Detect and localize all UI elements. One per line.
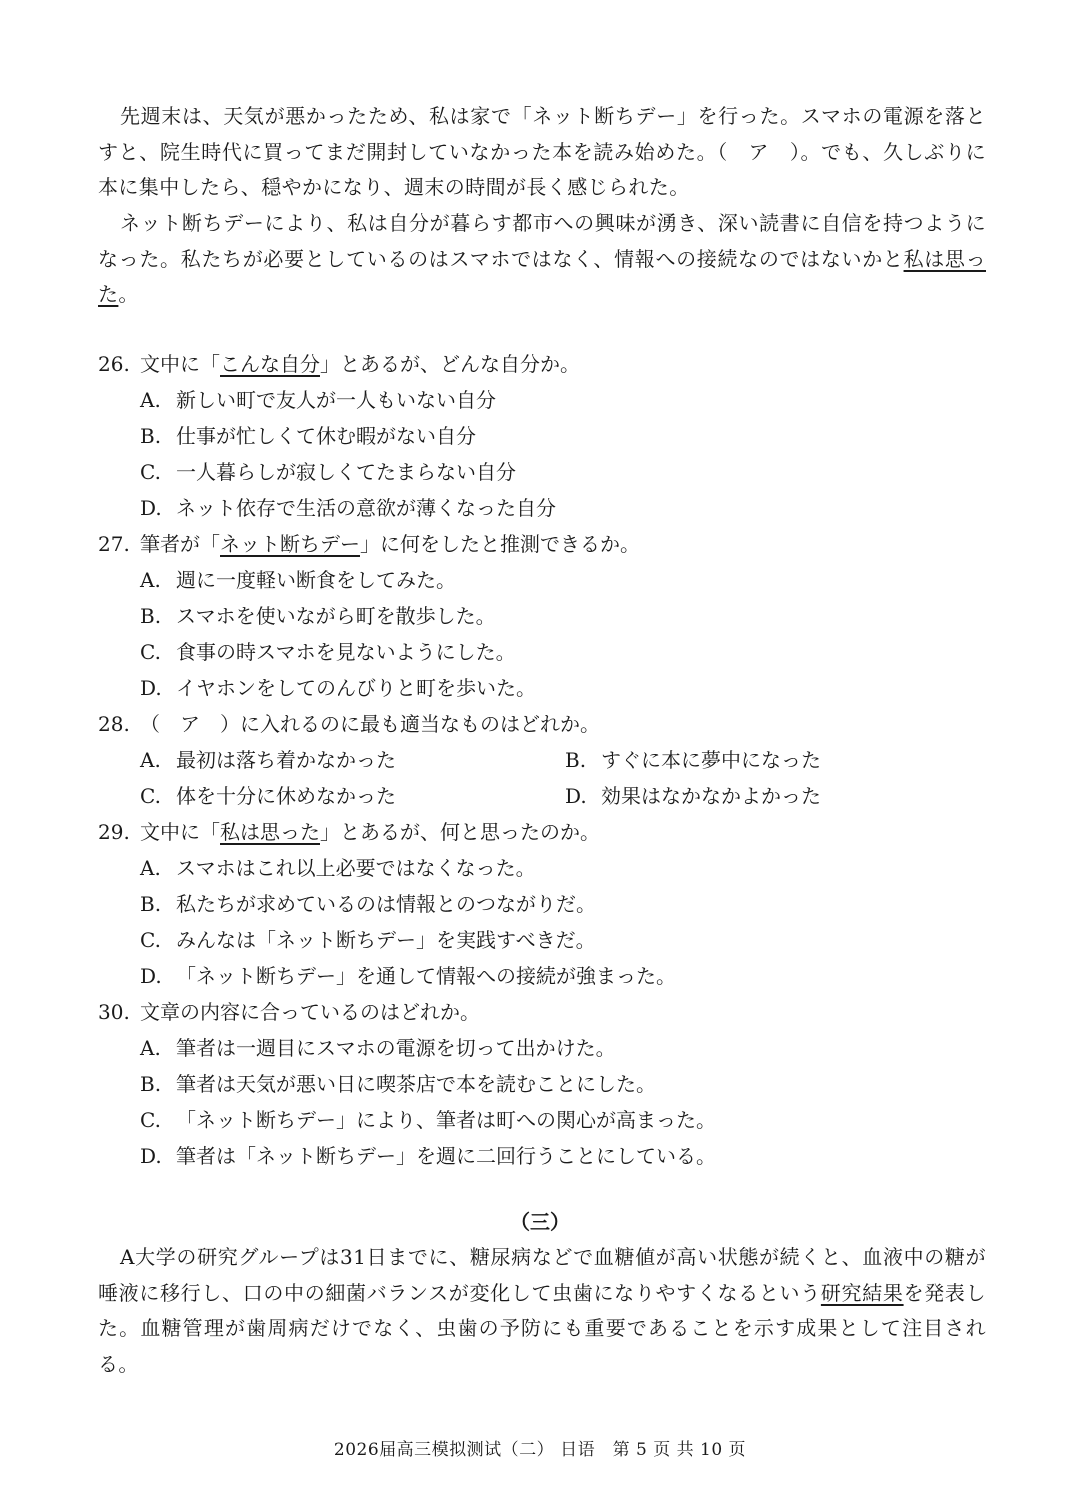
question-26-option-b[interactable] [140, 418, 476, 454]
option-text: すぐに本に夢中になった [601, 748, 821, 772]
passage-paragraph-1-text: 先週末は、天気が悪かったため、私は家で「ネット断ちデー」を行った。スマホの電源を落とすと、院生時代に買ってまだ開封していなかった本を読み始めた。（ ア ）。でも、久しぶりに本に集中したら、穏やかになり、週末の時間が長く感じられた。 [98, 104, 986, 199]
question-number: 29. [98, 820, 130, 844]
passage-paragraph-1 [98, 99, 986, 206]
option-letter: A. [140, 856, 161, 880]
option-letter: B. [140, 424, 162, 448]
option-text: 一人暮らしが寂しくてたまらない自分 [176, 460, 516, 484]
option-text: 私たちが求めているのは情報とのつながりだ。 [176, 892, 596, 916]
question-27-option-a[interactable] [140, 562, 456, 598]
option-text: 効果はなかなかよかった [601, 784, 821, 808]
question-stem-text: 」に何をしたと推測できるか。 [360, 532, 640, 556]
option-letter: D. [140, 964, 162, 988]
option-letter: C. [140, 784, 161, 808]
question-27-option-d[interactable] [140, 670, 536, 706]
question-stem-text: 」とあるが、何と思ったのか。 [320, 820, 600, 844]
question-stem-underlined: ネット断ちデー [220, 532, 360, 556]
option-text: 食事の時スマホを見ないようにした。 [176, 640, 516, 664]
question-30-option-d[interactable] [140, 1138, 716, 1174]
option-letter: B. [140, 604, 162, 628]
option-letter: A. [140, 568, 161, 592]
option-letter: A. [140, 1036, 161, 1060]
question-28-option-b[interactable] [565, 742, 821, 778]
option-text: 最初は落ち着かなかった [176, 748, 396, 772]
question-27-option-c[interactable] [140, 634, 516, 670]
question-number: 27. [98, 532, 130, 556]
question-stem-underlined: 私は思った [220, 820, 320, 844]
option-text: 週に一度軽い断食をしてみた。 [176, 568, 456, 592]
passage-paragraph-2 [98, 206, 986, 313]
section-3-paragraph-end: を発表した。血糖管理が歯周病だけでなく、虫歯の予防にも重要であることを示す成果として注目される。 [98, 1280, 986, 1376]
option-letter: B. [140, 892, 162, 916]
question-30-option-b[interactable] [140, 1066, 656, 1102]
question-29-option-d[interactable] [140, 958, 676, 994]
option-letter: D. [565, 784, 587, 808]
question-number: 28. [98, 712, 130, 736]
question-30-stem [98, 994, 480, 1030]
question-26-stem [98, 346, 580, 382]
question-29-option-a[interactable] [140, 850, 536, 886]
question-29-option-b[interactable] [140, 886, 596, 922]
question-stem-underlined: こんな自分 [220, 352, 320, 376]
question-stem-text: （ ア ）に入れるのに最も適当なものはどれか。 [140, 712, 600, 736]
section-3-paragraph-text: A大学の研究グループは31日までに、糖尿病などで血糖値が高い状態が続くと、血液中の糖が唾液に移行し、口の中の細菌バランスが変化して虫歯になりやすくなるという [98, 1245, 986, 1305]
option-text: 「ネット断ちデー」を通して情報への接続が強まった。 [176, 964, 676, 988]
option-text: みんなは「ネット断ちデー」を実践すべきだ。 [176, 928, 596, 952]
option-letter: B. [140, 1072, 162, 1096]
question-number: 26. [98, 352, 130, 376]
passage-paragraph-2-end: 。 [118, 282, 139, 306]
question-stem-text: 」とあるが、どんな自分か。 [320, 352, 580, 376]
option-text: 筆者は「ネット断ちデー」を週に二回行うことにしている。 [176, 1144, 716, 1168]
option-letter: A. [140, 748, 161, 772]
question-29-option-c[interactable] [140, 922, 596, 958]
question-28-stem [98, 706, 600, 742]
option-text: 「ネット断ちデー」により、筆者は町への関心が高まった。 [176, 1108, 716, 1132]
question-stem-text: 文章の内容に合っているのはどれか。 [140, 1000, 480, 1024]
option-letter: D. [140, 496, 162, 520]
option-letter: A. [140, 388, 161, 412]
question-30-option-a[interactable] [140, 1030, 616, 1066]
option-text: イヤホンをしてのんびりと町を歩いた。 [176, 676, 536, 700]
option-text: スマホはこれ以上必要ではなくなった。 [176, 856, 536, 880]
option-text: 筆者は天気が悪い日に喫茶店で本を読むことにした。 [176, 1072, 656, 1096]
question-30-option-c[interactable] [140, 1102, 716, 1138]
option-letter: D. [140, 676, 162, 700]
passage-paragraph-2-text: ネット断ちデーにより、私は自分が暮らす都市への興味が湧き、深い読書に自信を持つようになった。私たちが必要としているのはスマホではなく、情報への接続なのではないかと [98, 211, 986, 271]
question-29-stem [98, 814, 600, 850]
option-text: 仕事が忙しくて休む暇がない自分 [176, 424, 476, 448]
question-28-option-c[interactable] [140, 778, 396, 814]
option-text: 体を十分に休めなかった [176, 784, 396, 808]
question-28-option-d[interactable] [565, 778, 821, 814]
option-text: 新しい町で友人が一人もいない自分 [176, 388, 496, 412]
section-3-paragraph [98, 1240, 986, 1382]
option-text: ネット依存で生活の意欲が薄くなった自分 [176, 496, 556, 520]
option-letter: D. [140, 1144, 162, 1168]
underlined-phrase: 私は思った [98, 246, 986, 306]
page-footer: 2026届高三模拟测试（二） 日语 第 5 页 共 10 页 [333, 1440, 747, 1460]
question-26-option-c[interactable] [140, 454, 516, 490]
option-letter: C. [140, 640, 161, 664]
question-26-option-a[interactable] [140, 382, 496, 418]
question-stem-text: 文中に「 [140, 820, 220, 844]
option-letter: B. [565, 748, 587, 772]
question-stem-text: 筆者が「 [140, 532, 220, 556]
question-number: 30. [98, 1000, 130, 1024]
question-27-stem [98, 526, 640, 562]
question-27-option-b[interactable] [140, 598, 496, 634]
option-text: 筆者は一週目にスマホの電源を切って出かけた。 [176, 1036, 616, 1060]
option-text: スマホを使いながら町を散歩した。 [176, 604, 496, 628]
question-26-option-d[interactable] [140, 490, 556, 526]
section-title: （三） [510, 1210, 570, 1234]
option-letter: C. [140, 460, 161, 484]
question-stem-text: 文中に「 [140, 352, 220, 376]
option-letter: C. [140, 928, 161, 952]
question-28-option-a[interactable] [140, 742, 396, 778]
underlined-phrase: 研究結果 [820, 1280, 904, 1305]
option-letter: C. [140, 1108, 161, 1132]
